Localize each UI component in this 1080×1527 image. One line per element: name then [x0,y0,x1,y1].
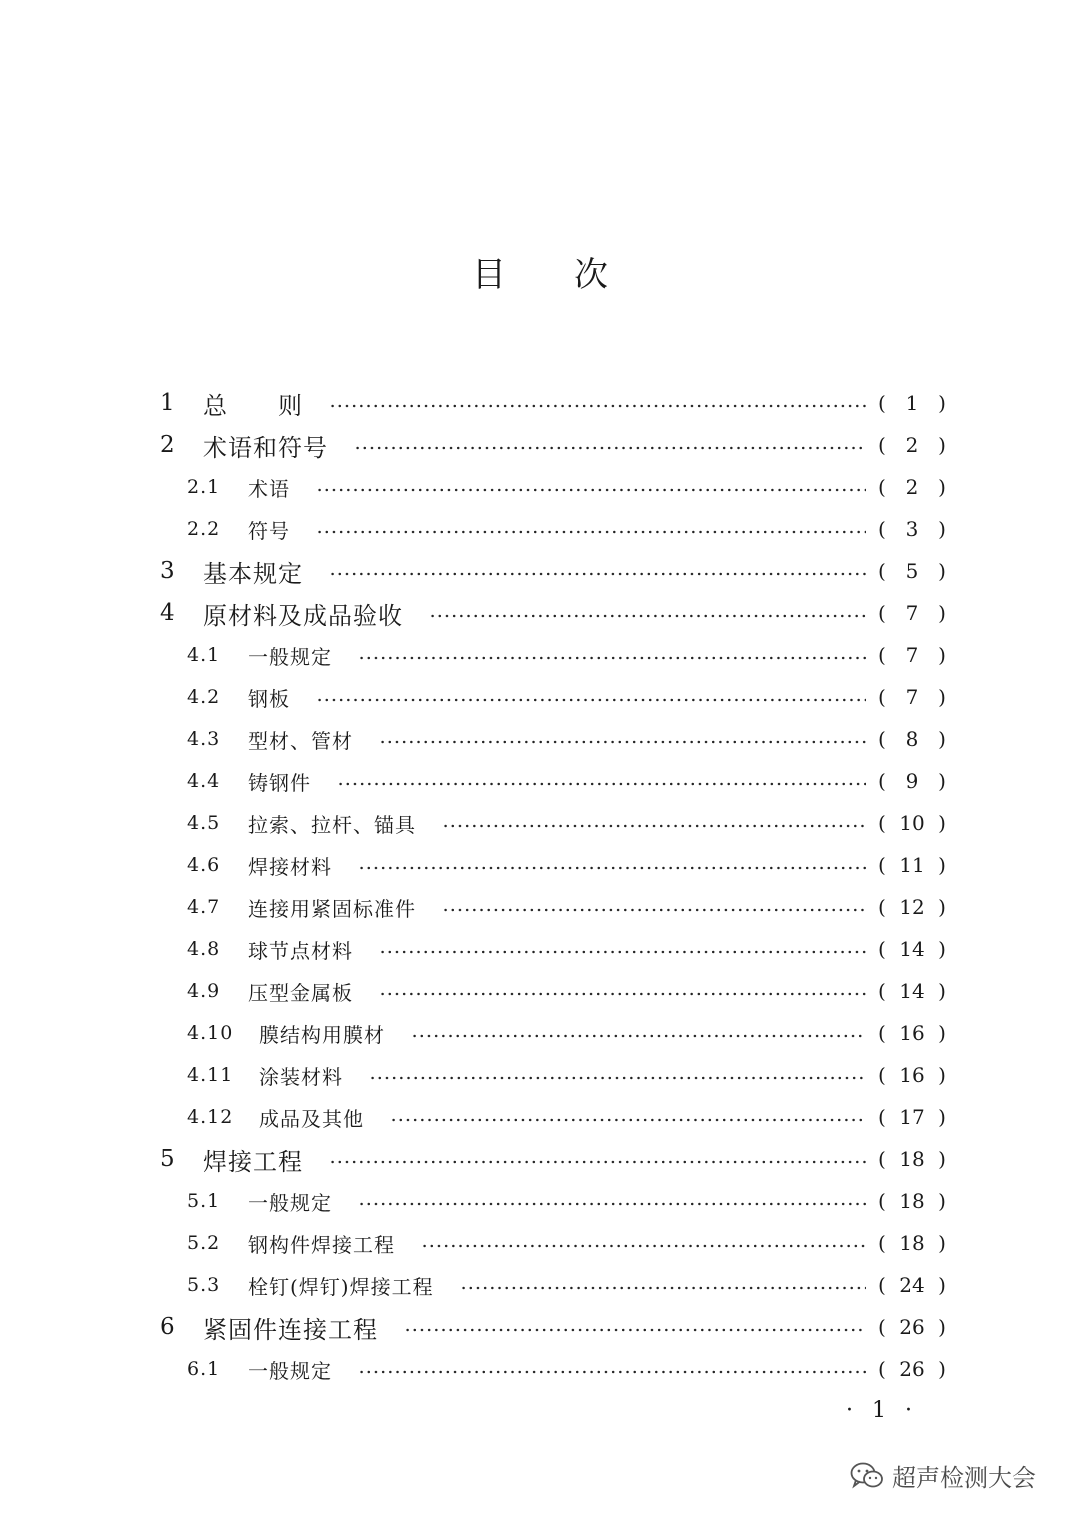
toc-entry-page [878,1105,946,1129]
toc-leader-dots [379,950,866,954]
toc-entry-title: 一般规定 [248,644,332,669]
toc-entry-page [878,517,946,541]
page-close-paren: ) [938,1273,946,1297]
page-close-paren: ) [938,475,946,499]
toc-entry [0,592,1080,634]
page-open-paren: ( [878,1021,886,1045]
toc-entry-number: 4.3 [187,728,221,750]
page-open-paren: ( [878,727,886,751]
page-close-paren: ) [938,601,946,625]
toc-entry-page [878,1147,946,1171]
toc-leader-dots [460,1286,866,1290]
toc-entry [0,760,1080,802]
page-value: 7 [905,643,919,667]
toc-entry-page [878,433,946,457]
toc-entry-number: 5.3 [187,1274,221,1296]
page-open-paren: ( [878,811,886,835]
toc-entry-title: 基本规定 [203,559,303,588]
toc-entry-title: 型材、管材 [248,728,353,753]
page-close-paren: ) [938,1105,946,1129]
page-value: 8 [905,727,919,751]
page-value: 18 [899,1147,925,1171]
page-value: 10 [899,811,925,835]
toc-entry-page [878,769,946,793]
page-close-paren: ) [938,1189,946,1213]
page-close-paren: ) [938,517,946,541]
toc-leader-dots [421,1244,866,1248]
toc-leader-dots [379,740,866,744]
toc-entry-page [878,1315,946,1339]
toc-entry-number: 4 [160,600,175,626]
toc-leader-dots [354,446,866,450]
watermark [850,1458,1036,1493]
toc-entry-number: 4.12 [187,1106,234,1128]
page-close-paren: ) [938,559,946,583]
toc-entry-number: 3 [160,558,175,584]
toc-entry-page [878,811,946,835]
toc-entry-page [878,853,946,877]
toc-entry-title: 钢板 [248,686,290,711]
toc-entry-page [878,1189,946,1213]
page-value: 24 [899,1273,925,1297]
page-close-paren: ) [938,1021,946,1045]
page-open-paren: ( [878,1357,886,1381]
toc-entry-title: 铸钢件 [248,770,311,795]
toc-entry-page [878,979,946,1003]
toc-entry [0,1348,1080,1390]
toc-entry-page [878,475,946,499]
toc-leader-dots [358,866,866,870]
toc-entry-title: 焊接工程 [203,1147,303,1176]
page-open-paren: ( [878,517,886,541]
toc-entry-page [878,391,946,415]
page-close-paren: ) [938,391,946,415]
page-open-paren: ( [878,1147,886,1171]
toc-entry-title: 紧固件连接工程 [203,1315,378,1344]
toc-leader-dots [316,698,866,702]
page-close-paren: ) [938,1315,946,1339]
page-close-paren: ) [938,643,946,667]
toc-entry [0,1096,1080,1138]
page-value: 18 [899,1231,925,1255]
page-close-paren: ) [938,937,946,961]
page-value: 11 [899,853,925,877]
toc-entry-title: 栓钉(焊钉)焊接工程 [248,1274,434,1299]
toc-entry-page [878,601,946,625]
page-value: 18 [899,1189,925,1213]
toc-entry-number: 4.10 [187,1022,234,1044]
page-open-paren: ( [878,1105,886,1129]
toc-entry-number: 4.9 [187,980,221,1002]
toc-leader-dots [429,614,866,618]
toc-leader-dots [390,1118,866,1122]
page-open-paren: ( [878,937,886,961]
toc-entry-number: 2 [160,432,175,458]
page-close-paren: ) [938,811,946,835]
toc-entry [0,1264,1080,1306]
toc-entry [0,1138,1080,1180]
toc-leader-dots [411,1034,866,1038]
title-char-1: 目 [472,255,506,295]
page-number: · 1 · [846,1398,918,1423]
page-title [0,255,1080,295]
toc-entry-number: 4.6 [187,854,221,876]
toc-entry [0,1012,1080,1054]
toc-entry-title: 一般规定 [248,1190,332,1215]
toc-entry [0,508,1080,550]
toc-entry [0,1306,1080,1348]
toc-leader-dots [316,530,866,534]
page-value: 9 [905,769,919,793]
toc-entry-number: 1 [160,390,175,416]
toc-entry-page [878,937,946,961]
toc-entry-number: 6 [160,1314,175,1340]
page-value: 16 [899,1063,925,1087]
page-value: 26 [899,1357,925,1381]
page-open-paren: ( [878,433,886,457]
toc-entry-page [878,1273,946,1297]
page-open-paren: ( [878,1063,886,1087]
toc-entry [0,886,1080,928]
toc-entry-title: 原材料及成品验收 [203,601,403,630]
page-value: 2 [905,433,919,457]
page-open-paren: ( [878,1315,886,1339]
page-open-paren: ( [878,475,886,499]
page-open-paren: ( [878,853,886,877]
page-value: 3 [905,517,919,541]
toc-entry-number: 6.1 [187,1358,221,1380]
page-close-paren: ) [938,1357,946,1381]
toc-leader-dots [442,824,866,828]
toc-leader-dots [329,404,866,408]
toc-entry-page [878,1357,946,1381]
page-close-paren: ) [938,433,946,457]
toc-entry [0,382,1080,424]
toc-entry-page [878,559,946,583]
page-open-paren: ( [878,559,886,583]
page-open-paren: ( [878,979,886,1003]
toc-leader-dots [404,1328,866,1332]
page-open-paren: ( [878,643,886,667]
page-close-paren: ) [938,727,946,751]
page-close-paren: ) [938,685,946,709]
toc-entry [0,1054,1080,1096]
toc-leader-dots [337,782,866,786]
toc-entry [0,802,1080,844]
toc-entry-number: 4.5 [187,812,221,834]
toc-leader-dots [369,1076,866,1080]
toc-entry-page [878,895,946,919]
page-value: 14 [899,979,925,1003]
toc-entry-number: 5 [160,1146,175,1172]
toc-entry-number: 4.7 [187,896,221,918]
toc-entry-number: 4.1 [187,644,221,666]
wechat-icon [850,1461,884,1491]
page-close-paren: ) [938,1231,946,1255]
toc-entry [0,718,1080,760]
page-close-paren: ) [938,1063,946,1087]
page-close-paren: ) [938,1147,946,1171]
toc-entry-title: 符号 [248,518,290,543]
toc-entry-title: 术语 [248,476,290,501]
toc-entry [0,634,1080,676]
toc-entry-title: 一般规定 [248,1358,332,1383]
page-open-paren: ( [878,895,886,919]
toc-entry-number: 4.8 [187,938,221,960]
toc-entry-number: 4.11 [187,1064,234,1086]
page-value: 14 [899,937,925,961]
toc-entry [0,676,1080,718]
toc-entry [0,466,1080,508]
page-value: 2 [905,475,919,499]
toc-leader-dots [379,992,866,996]
toc-entry-title: 涂装材料 [259,1064,343,1089]
toc-leader-dots [329,1160,866,1164]
page-close-paren: ) [938,895,946,919]
page-value: 17 [899,1105,925,1129]
toc-entry-title: 焊接材料 [248,854,332,879]
toc-entry [0,1180,1080,1222]
page-close-paren: ) [938,853,946,877]
toc-entry-title: 连接用紧固标准件 [248,896,416,921]
page-value: 7 [905,685,919,709]
page-open-paren: ( [878,391,886,415]
page-open-paren: ( [878,769,886,793]
toc-entry-title: 术语和符号 [203,433,328,462]
toc-leader-dots [358,1202,866,1206]
toc-entry-number: 2.1 [187,476,221,498]
toc-entry-title: 成品及其他 [259,1106,364,1131]
page-close-paren: ) [938,979,946,1003]
toc-entry-title: 球节点材料 [248,938,353,963]
toc-entry-page [878,1231,946,1255]
toc-leader-dots [442,908,866,912]
toc-entry [0,1222,1080,1264]
page-open-paren: ( [878,601,886,625]
page-open-paren: ( [878,1189,886,1213]
toc-entry-page [878,727,946,751]
toc-entry-title: 钢构件焊接工程 [248,1232,395,1257]
page-value: 16 [899,1021,925,1045]
toc-leader-dots [358,656,866,660]
title-char-2: 次 [574,255,608,295]
toc-entry-title: 总 则 [203,391,303,420]
page-value: 26 [899,1315,925,1339]
toc-entry [0,424,1080,466]
toc-entry-page [878,643,946,667]
page-open-paren: ( [878,1231,886,1255]
toc-leader-dots [316,488,866,492]
toc-entry-number: 5.1 [187,1190,221,1212]
page-open-paren: ( [878,685,886,709]
page-value: 1 [905,391,919,415]
toc-entry [0,970,1080,1012]
toc-entry-page [878,685,946,709]
toc-leader-dots [329,572,866,576]
toc-entry [0,550,1080,592]
toc-entry-number: 4.2 [187,686,221,708]
toc-entry [0,844,1080,886]
toc-entry [0,928,1080,970]
toc-entry-title: 压型金属板 [248,980,353,1005]
page-value: 5 [905,559,919,583]
toc-entry-number: 5.2 [187,1232,221,1254]
toc-entry-number: 2.2 [187,518,221,540]
toc-entry-title: 膜结构用膜材 [259,1022,385,1047]
toc-entry-number: 4.4 [187,770,221,792]
toc-entry-page [878,1063,946,1087]
page-close-paren: ) [938,769,946,793]
toc-entry-title: 拉索、拉杆、锚具 [248,812,416,837]
toc-leader-dots [358,1370,866,1374]
watermark-text: 超声检测大会 [892,1464,1036,1492]
toc-entry-page [878,1021,946,1045]
page-value: 7 [905,601,919,625]
page-open-paren: ( [878,1273,886,1297]
page-value: 12 [899,895,925,919]
